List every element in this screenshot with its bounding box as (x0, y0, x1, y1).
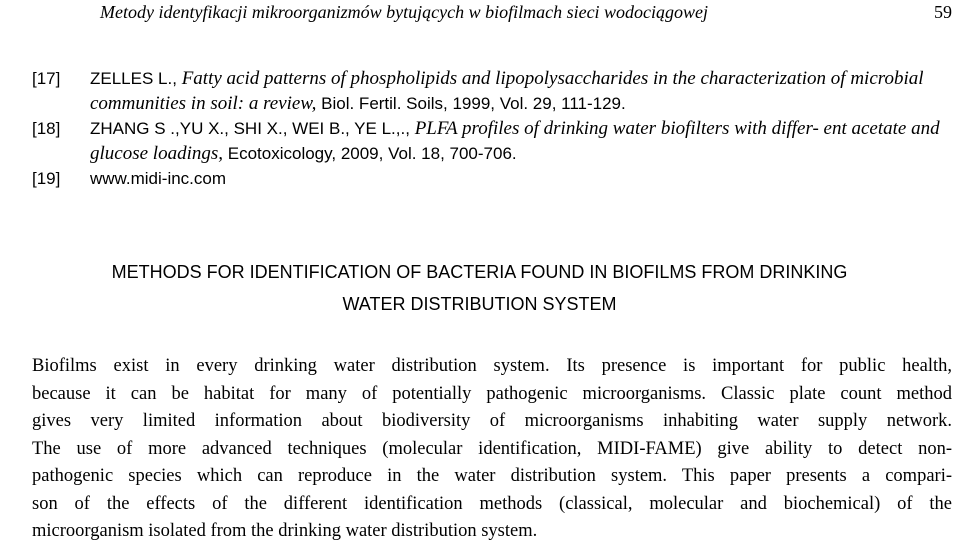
abstract-line: pathogenic species which can reproduce in the water distribution system. This paper presents a compari- (32, 466, 952, 486)
reference-body (90, 66, 952, 116)
reference-19 (32, 166, 952, 191)
abstract-line: Biofilms exist in every drinking water distribution system. Its presence is important for public health, (32, 356, 952, 376)
reference-source: Ecotoxicology, 2009, Vol. 18, 700-706. (227, 144, 517, 163)
reference-source: Biol. Fertil. Soils, 1999, Vol. 29, 111-129. (321, 94, 626, 113)
reference-body (90, 166, 952, 191)
reference-number: [18] (32, 119, 61, 138)
abstract-line: because it can be habitat for many of potentially pathogenic microorganisms. Classic plate count method (32, 383, 952, 404)
running-title: Metody identyfikacji mikroorganizmów bytujących w biofilmach sieci wodociągowej (100, 2, 709, 22)
reference-number: [19] (32, 169, 61, 188)
reference-17 (32, 66, 952, 116)
reference-link[interactable]: www.midi-inc.com (90, 169, 227, 188)
abstract (32, 353, 952, 546)
reference-authors: ZHANG S .,YU X., SHI X., WEI B., YE L.,., (90, 119, 410, 138)
page-number: 59 (934, 2, 952, 22)
reference-title: Fatty acid patterns of phospholipids and lipopolysaccharides in the characterization of microbial communities in soil: a review, (90, 68, 924, 114)
abstract-line: microorganism isolated from the drinking water distribution system. (32, 521, 538, 541)
abstract-line: The use of more advanced techniques (molecular identification, MIDI-FAME) give ability to detect non- (32, 438, 952, 459)
abstract-line: son of the effects of the different identification methods (classical, molecular and biochemical) of the (32, 493, 952, 514)
page-header (100, 0, 952, 24)
english-title-line-2: WATER DISTRIBUTION SYSTEM (342, 294, 617, 314)
reference-title: PLFA profiles of drinking water biofilters with differ- ent acetate and glucose loadings, (90, 118, 940, 164)
abstract-line: gives very limited information about biodiversity of microorganisms inhabiting water supply network. (32, 411, 952, 431)
english-title-line-1: METHODS FOR IDENTIFICATION OF BACTERIA FOUND IN BIOFILMS FROM DRINKING (111, 262, 848, 282)
reference-number: [17] (32, 69, 61, 88)
references-list (32, 66, 952, 191)
reference-body (90, 116, 952, 166)
reference-18 (32, 116, 952, 166)
reference-authors: ZELLES L., (90, 69, 177, 88)
